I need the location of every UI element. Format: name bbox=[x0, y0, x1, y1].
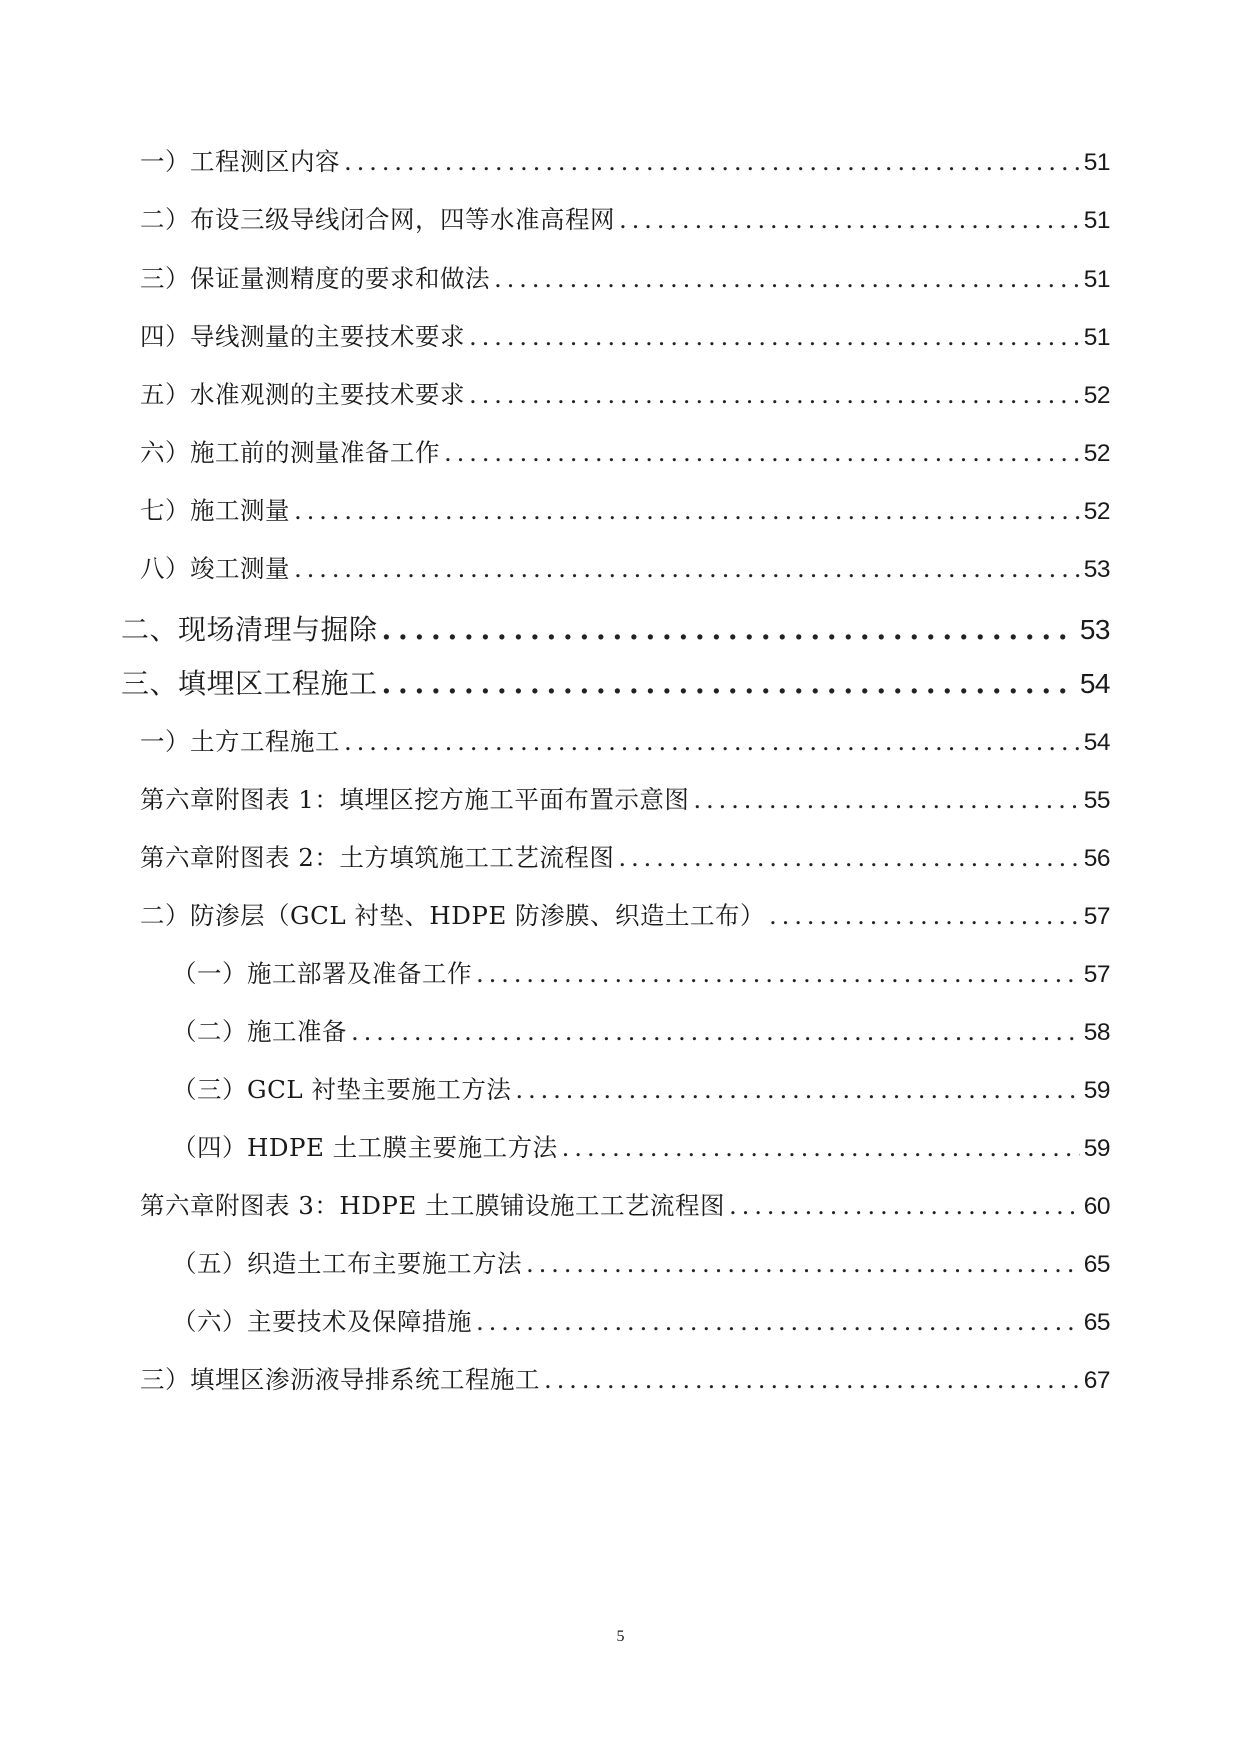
toc-page-number: 51 bbox=[1083, 266, 1110, 293]
toc-page-number: 57 bbox=[1083, 903, 1110, 930]
toc-entry[interactable] bbox=[140, 1186, 1110, 1226]
toc-entry[interactable] bbox=[172, 1128, 1110, 1168]
toc-dot-leader bbox=[469, 375, 1080, 415]
toc-entry[interactable] bbox=[140, 1360, 1110, 1400]
toc-entry-label: 二）防渗层（GCL 衬垫、HDPE 防渗膜、织造土工布） bbox=[140, 901, 766, 930]
toc-dot-leader bbox=[351, 1012, 1080, 1052]
toc-page-number: 53 bbox=[1083, 556, 1110, 583]
toc-page-number: 58 bbox=[1083, 1019, 1110, 1046]
toc-dot-leader bbox=[476, 1302, 1080, 1342]
toc-page-number: 52 bbox=[1083, 440, 1110, 467]
toc-page-number: 55 bbox=[1083, 787, 1110, 814]
toc-entry-label: 二、现场清理与掘除 bbox=[121, 613, 378, 646]
toc-dot-leader bbox=[619, 200, 1080, 240]
toc-entry[interactable] bbox=[172, 1070, 1110, 1110]
toc-entry-label: 八）竣工测量 bbox=[140, 554, 290, 583]
toc-dot-leader bbox=[344, 722, 1080, 762]
toc-dot-leader bbox=[562, 1128, 1080, 1168]
toc-dot-leader bbox=[476, 954, 1080, 994]
toc-page-number: 57 bbox=[1083, 961, 1110, 988]
toc-entry[interactable] bbox=[140, 491, 1110, 531]
toc-entry-label: 三）保证量测精度的要求和做法 bbox=[140, 264, 490, 293]
toc-entry[interactable] bbox=[140, 896, 1110, 936]
toc-entry-label: 四）导线测量的主要技术要求 bbox=[140, 322, 465, 351]
toc-page-number: 53 bbox=[1079, 614, 1110, 645]
toc-entry-label: 三）填埋区渗沥液导排系统工程施工 bbox=[140, 1365, 540, 1394]
toc-page-number: 52 bbox=[1083, 382, 1110, 409]
toc-entry-label: 七）施工测量 bbox=[140, 496, 290, 525]
toc-entry-label: 六）施工前的测量准备工作 bbox=[140, 438, 440, 467]
toc-entry-label: （六）主要技术及保障措施 bbox=[172, 1307, 472, 1336]
toc-entry-label: （五）织造土工布主要施工方法 bbox=[172, 1249, 522, 1278]
toc-dot-leader bbox=[444, 433, 1080, 473]
toc-entry[interactable] bbox=[140, 838, 1110, 878]
toc-entry[interactable] bbox=[172, 1012, 1110, 1052]
toc-entry[interactable] bbox=[172, 954, 1110, 994]
toc-entry[interactable] bbox=[140, 780, 1110, 820]
toc-entry-label: 一）土方工程施工 bbox=[140, 727, 340, 756]
toc-entry[interactable] bbox=[140, 317, 1110, 357]
toc-dot-leader bbox=[515, 1070, 1079, 1110]
toc-dot-leader bbox=[382, 610, 1076, 650]
toc-page-number: 56 bbox=[1083, 845, 1110, 872]
page-number: 5 bbox=[616, 1628, 625, 1645]
toc-entry-label: 三、填埋区工程施工 bbox=[121, 667, 378, 700]
toc-dot-leader bbox=[294, 491, 1080, 531]
toc-entry-label: 第六章附图表 1：填埋区挖方施工平面布置示意图 bbox=[140, 785, 690, 814]
toc-entry[interactable] bbox=[172, 1302, 1110, 1342]
toc-dot-leader bbox=[526, 1244, 1080, 1284]
toc-dot-leader bbox=[294, 549, 1080, 589]
toc-entry[interactable] bbox=[140, 375, 1110, 415]
toc-entry-label: 二）布设三级导线闭合网，四等水准高程网 bbox=[140, 205, 615, 234]
toc-section-heading[interactable] bbox=[121, 664, 1110, 704]
toc-entry-label: 第六章附图表 3：HDPE 土工膜铺设施工工艺流程图 bbox=[140, 1191, 726, 1220]
toc-dot-leader bbox=[382, 664, 1076, 704]
toc-dot-leader bbox=[693, 780, 1079, 820]
toc-entry[interactable] bbox=[140, 549, 1110, 589]
toc-entry[interactable] bbox=[140, 142, 1110, 182]
toc-page-number: 67 bbox=[1083, 1367, 1110, 1394]
toc-dot-leader bbox=[769, 896, 1080, 936]
toc-entry[interactable] bbox=[140, 722, 1110, 762]
toc-entry-label: 五）水准观测的主要技术要求 bbox=[140, 380, 465, 409]
toc-dot-leader bbox=[494, 259, 1080, 299]
toc-page-number: 54 bbox=[1083, 729, 1110, 756]
toc-dot-leader bbox=[544, 1360, 1080, 1400]
toc-page-number: 51 bbox=[1083, 324, 1110, 351]
toc-entry[interactable] bbox=[172, 1244, 1110, 1284]
toc-entry[interactable] bbox=[140, 433, 1110, 473]
toc-entry-label: （二）施工准备 bbox=[172, 1017, 347, 1046]
toc-dot-leader bbox=[729, 1186, 1080, 1226]
toc-page-number: 51 bbox=[1083, 149, 1110, 176]
toc-page-number: 65 bbox=[1083, 1251, 1110, 1278]
toc-page-number: 52 bbox=[1083, 498, 1110, 525]
toc-entry[interactable] bbox=[140, 200, 1110, 240]
toc-page-number: 59 bbox=[1083, 1135, 1110, 1162]
toc-entry-label: （四）HDPE 土工膜主要施工方法 bbox=[172, 1133, 558, 1162]
toc-dot-leader bbox=[469, 317, 1080, 357]
toc-page-number: 59 bbox=[1083, 1077, 1110, 1104]
toc-entry-label: （一）施工部署及准备工作 bbox=[172, 959, 472, 988]
toc-entry-label: （三）GCL 衬垫主要施工方法 bbox=[172, 1075, 512, 1104]
toc-entry-label: 第六章附图表 2：土方填筑施工工艺流程图 bbox=[140, 843, 615, 872]
toc-dot-leader bbox=[618, 838, 1079, 878]
toc-page-number: 54 bbox=[1079, 668, 1110, 699]
toc-page-number: 60 bbox=[1083, 1193, 1110, 1220]
toc-dot-leader bbox=[344, 142, 1080, 182]
toc-entry[interactable] bbox=[140, 259, 1110, 299]
toc-section-heading[interactable] bbox=[121, 610, 1110, 650]
toc-entry-label: 一）工程测区内容 bbox=[140, 147, 340, 176]
toc-page-number: 51 bbox=[1083, 207, 1110, 234]
toc-page-number: 65 bbox=[1083, 1309, 1110, 1336]
